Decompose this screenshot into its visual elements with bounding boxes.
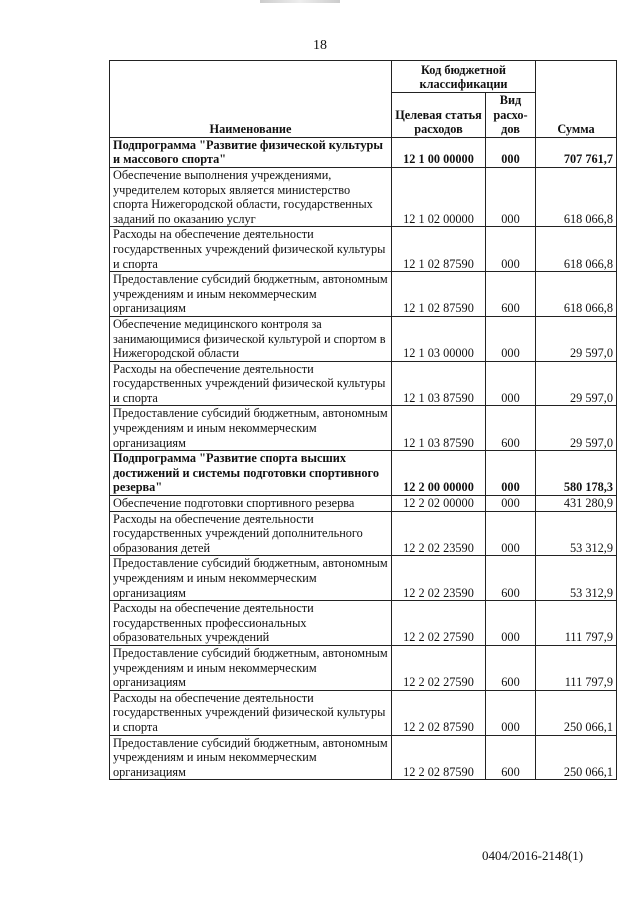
budget-table [109,60,617,780]
header-name: Наименование [110,61,392,138]
row-code: 12 1 02 87590 [392,227,486,272]
row-type: 000 [486,361,536,406]
row-name: Подпрограмма "Развитие физической культуры и массового спорта" [110,137,392,167]
row-name: Предоставление субсидий бюджетным, автономным учреждениям и иным некоммерческим организациям [110,735,392,780]
table-row [110,361,617,406]
row-type: 600 [486,556,536,601]
table-row [110,167,617,226]
row-type: 000 [486,316,536,361]
row-code: 12 2 02 87590 [392,735,486,780]
row-name: Предоставление субсидий бюджетным, автономным учреждениям и иным некоммерческим организациям [110,645,392,690]
table-row [110,556,617,601]
row-type: 600 [486,645,536,690]
row-name: Расходы на обеспечение деятельности государственных учреждений физической культуры и спорта [110,361,392,406]
table-row [110,690,617,735]
row-code: 12 2 02 23590 [392,511,486,556]
row-type: 600 [486,272,536,317]
row-sum: 618 066,8 [536,227,617,272]
row-code: 12 2 02 27590 [392,645,486,690]
row-name: Подпрограмма "Развитие спорта высших достижений и системы подготовки спортивного резерва" [110,451,392,496]
row-code: 12 2 02 00000 [392,496,486,512]
row-name: Обеспечение подготовки спортивного резерва [110,496,392,512]
table-row [110,406,617,451]
row-type: 000 [486,496,536,512]
header-expense-type: Вид расхо-дов [486,93,536,138]
scan-artifact [260,0,340,3]
row-type: 000 [486,511,536,556]
row-sum: 29 597,0 [536,316,617,361]
row-sum: 111 797,9 [536,601,617,646]
row-name: Обеспечение выполнения учреждениями, учредителем которых является министерство спорта Нижегородской области, государственных заданий по оказанию услуг [110,167,392,226]
row-name: Расходы на обеспечение деятельности государственных учреждений физической культуры и спорта [110,690,392,735]
row-name: Предоставление субсидий бюджетным, автономным учреждениям и иным некоммерческим организациям [110,272,392,317]
row-code: 12 1 03 00000 [392,316,486,361]
row-code: 12 1 03 87590 [392,406,486,451]
row-sum: 53 312,9 [536,511,617,556]
table-body [110,137,617,780]
table-row [110,451,617,496]
row-code: 12 1 02 87590 [392,272,486,317]
table-row [110,496,617,512]
table-row [110,645,617,690]
document-code: 0404/2016-2148(1) [482,848,584,863]
header-budget-classification: Код бюджетной классификации [392,61,536,93]
row-name: Обеспечение медицинского контроля за занимающимися физической культурой и спортом в Нижегородской области [110,316,392,361]
row-sum: 431 280,9 [536,496,617,512]
row-code: 12 1 02 00000 [392,167,486,226]
row-sum: 618 066,8 [536,167,617,226]
row-type: 600 [486,735,536,780]
row-sum: 618 066,8 [536,272,617,317]
row-sum: 29 597,0 [536,361,617,406]
row-sum: 580 178,3 [536,451,617,496]
row-code: 12 1 00 00000 [392,137,486,167]
table-row [110,316,617,361]
row-code: 12 2 02 23590 [392,556,486,601]
row-code: 12 2 00 00000 [392,451,486,496]
page-number: 18 [313,38,327,53]
table-row [110,601,617,646]
row-name: Предоставление субсидий бюджетным, автономным учреждениям и иным некоммерческим организациям [110,556,392,601]
row-sum: 111 797,9 [536,645,617,690]
row-code: 12 2 02 27590 [392,601,486,646]
table-row [110,137,617,167]
row-sum: 707 761,7 [536,137,617,167]
row-type: 000 [486,690,536,735]
row-type: 600 [486,406,536,451]
row-type: 000 [486,451,536,496]
table-row [110,227,617,272]
header-sum: Сумма [536,61,617,138]
table-row [110,511,617,556]
row-code: 12 2 02 87590 [392,690,486,735]
row-sum: 53 312,9 [536,556,617,601]
row-sum: 250 066,1 [536,735,617,780]
table-row [110,272,617,317]
row-code: 12 1 03 87590 [392,361,486,406]
header-target-article: Целевая статья расходов [392,93,486,138]
row-type: 000 [486,137,536,167]
row-name: Расходы на обеспечение деятельности государственных учреждений физической культуры и спорта [110,227,392,272]
row-name: Предоставление субсидий бюджетным, автономным учреждениям и иным некоммерческим организациям [110,406,392,451]
row-type: 000 [486,601,536,646]
table-row [110,735,617,780]
row-type: 000 [486,227,536,272]
row-name: Расходы на обеспечение деятельности государственных учреждений дополнительного образования детей [110,511,392,556]
row-sum: 250 066,1 [536,690,617,735]
row-name: Расходы на обеспечение деятельности государственных профессиональных образовательных учреждений [110,601,392,646]
row-sum: 29 597,0 [536,406,617,451]
row-type: 000 [486,167,536,226]
